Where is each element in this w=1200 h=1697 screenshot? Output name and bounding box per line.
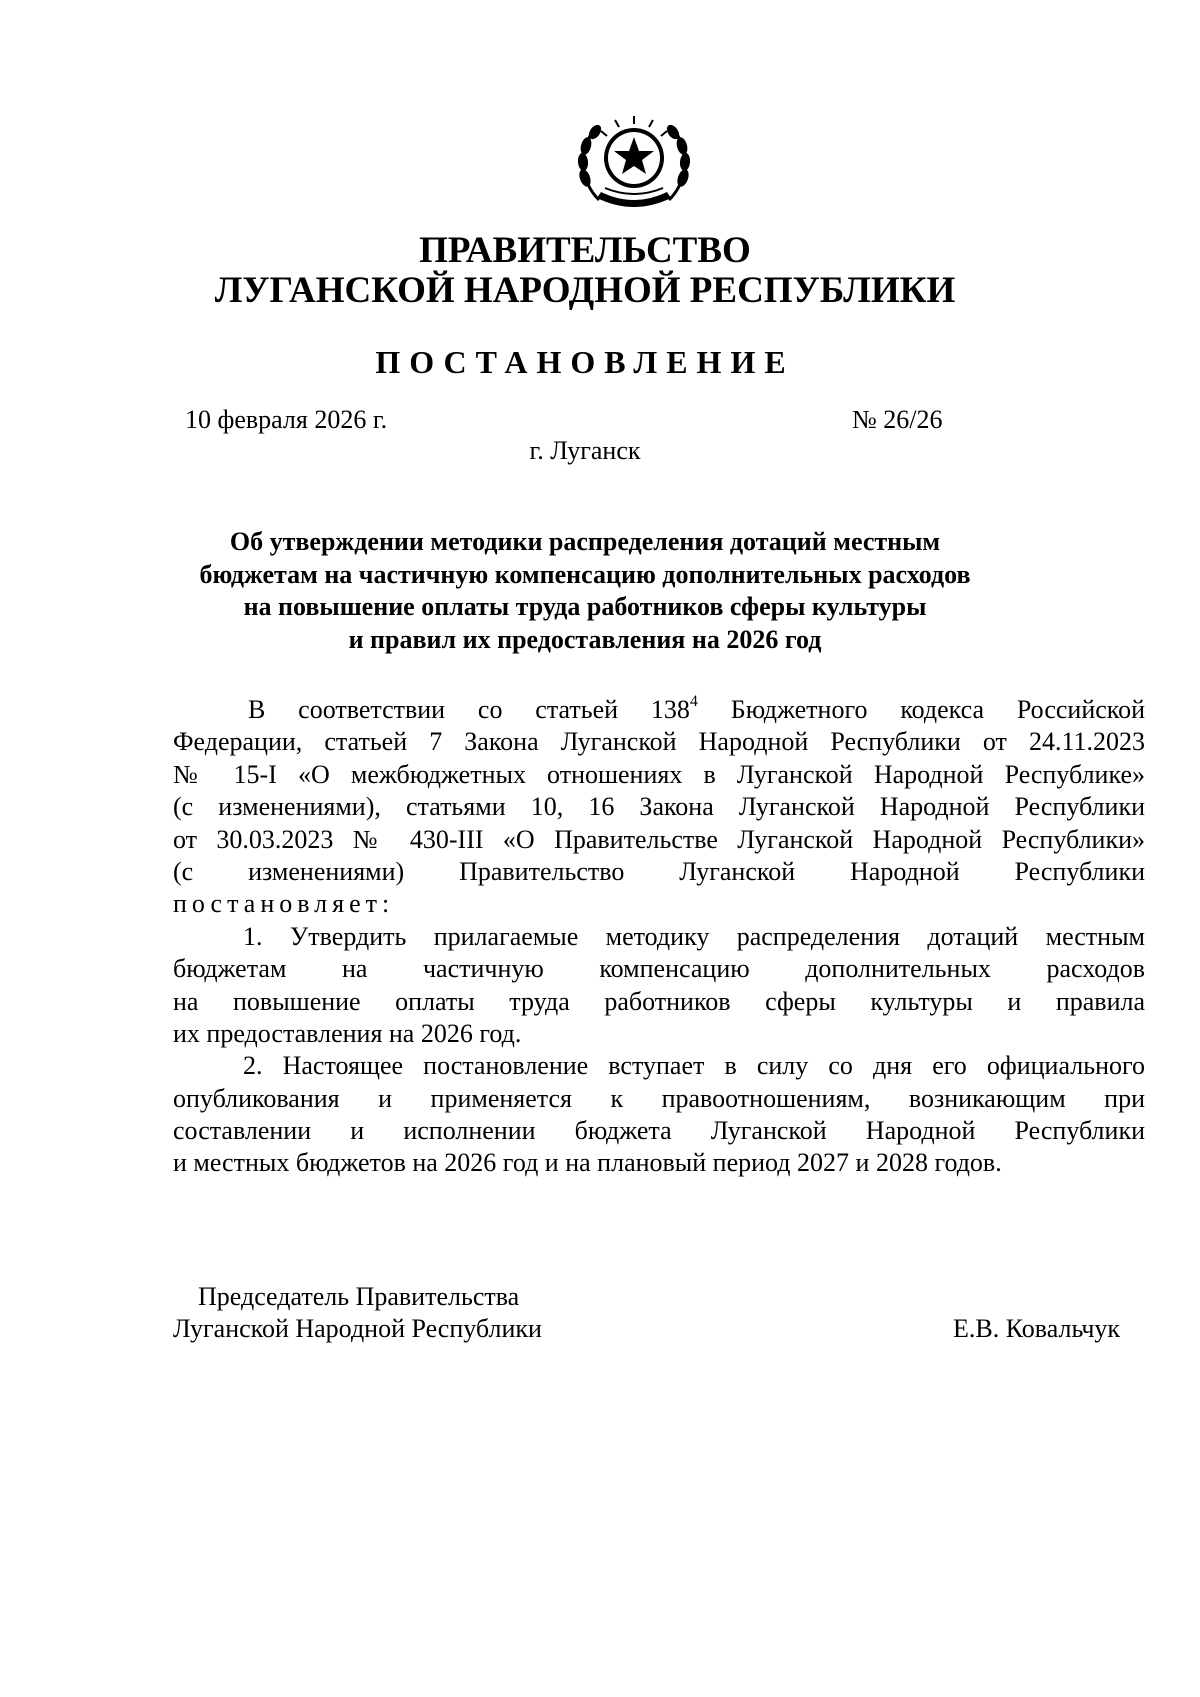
title-line: на повышение оплаты труда работников сферы культуры: [243, 592, 927, 621]
preamble-line: постановляет:: [173, 889, 395, 919]
document-type: ПОСТАНОВЛЕНИЕ: [375, 344, 795, 380]
item2-line: опубликования и применяется к правоотношениям, возникающим при: [173, 1083, 1145, 1113]
item2-line: и местных бюджетов на 2026 год и на плановый период 2027 и 2028 годов.: [173, 1148, 1002, 1178]
item2-line: 2. Настоящее постановление вступает в силу со дня его официального: [243, 1051, 1145, 1081]
title-line: Об утверждении методики распределения дотаций местным: [229, 527, 941, 556]
preamble-line: от 30.03.2023 № 430-III «О Правительстве Луганской Народной Республики»: [173, 824, 1145, 854]
organization-title-line2: ЛУГАНСКОЙ НАРОДНОЙ РЕСПУБЛИКИ: [214, 270, 956, 311]
organization-title-line1: ПРАВИТЕЛЬСТВО: [419, 230, 751, 271]
item1-line: бюджетам на частичную компенсацию дополнительных расходов: [173, 954, 1145, 984]
document-body: [173, 694, 1145, 1180]
preamble-line: Федерации, статьей 7 Закона Луганской Народной Республики от 24.11.2023: [173, 727, 1145, 757]
title-line: бюджетам на частичную компенсацию дополнительных расходов: [199, 559, 971, 589]
signatory-position-line2: Луганской Народной Республики: [173, 1314, 542, 1343]
preamble-text: Бюджетного кодекса Российской: [697, 695, 1146, 724]
item2-line: составлении и исполнении бюджета Луганской Народной Республики: [173, 1116, 1145, 1146]
signatory-position-line1: Председатель Правительства: [198, 1282, 520, 1311]
preamble-line: (с изменениями), статьями 10, 16 Закона Луганской Народной Республики: [173, 792, 1145, 822]
coat-of-arms-emblem-icon: [571, 112, 697, 216]
article-superscript: 4: [689, 693, 698, 710]
item1-line: на повышение оплаты труда работников сферы культуры и правила: [173, 986, 1145, 1016]
document-number: № 26/26: [852, 405, 943, 434]
signatory-name: Е.В. Ковальчук: [953, 1314, 1121, 1343]
document-date: 10 февраля 2026 г.: [185, 405, 388, 434]
preamble-line: (с изменениями) Правительство Луганской Народной Республики: [173, 856, 1145, 886]
item1-line: 1. Утвердить прилагаемые методику распределения дотаций местным: [243, 921, 1145, 951]
preamble-line: [173, 694, 1145, 726]
document-title: [0, 526, 1170, 656]
title-line: и правил их предоставления на 2026 год: [348, 624, 822, 654]
preamble-line: № 15-I «О межбюджетных отношениях в Луганской Народной Республике»: [173, 759, 1145, 789]
document-city: г. Луганск: [529, 436, 641, 465]
preamble-text: В соответствии со статьей 138: [248, 695, 690, 724]
item1-line: их предоставления на 2026 год.: [173, 1018, 522, 1048]
